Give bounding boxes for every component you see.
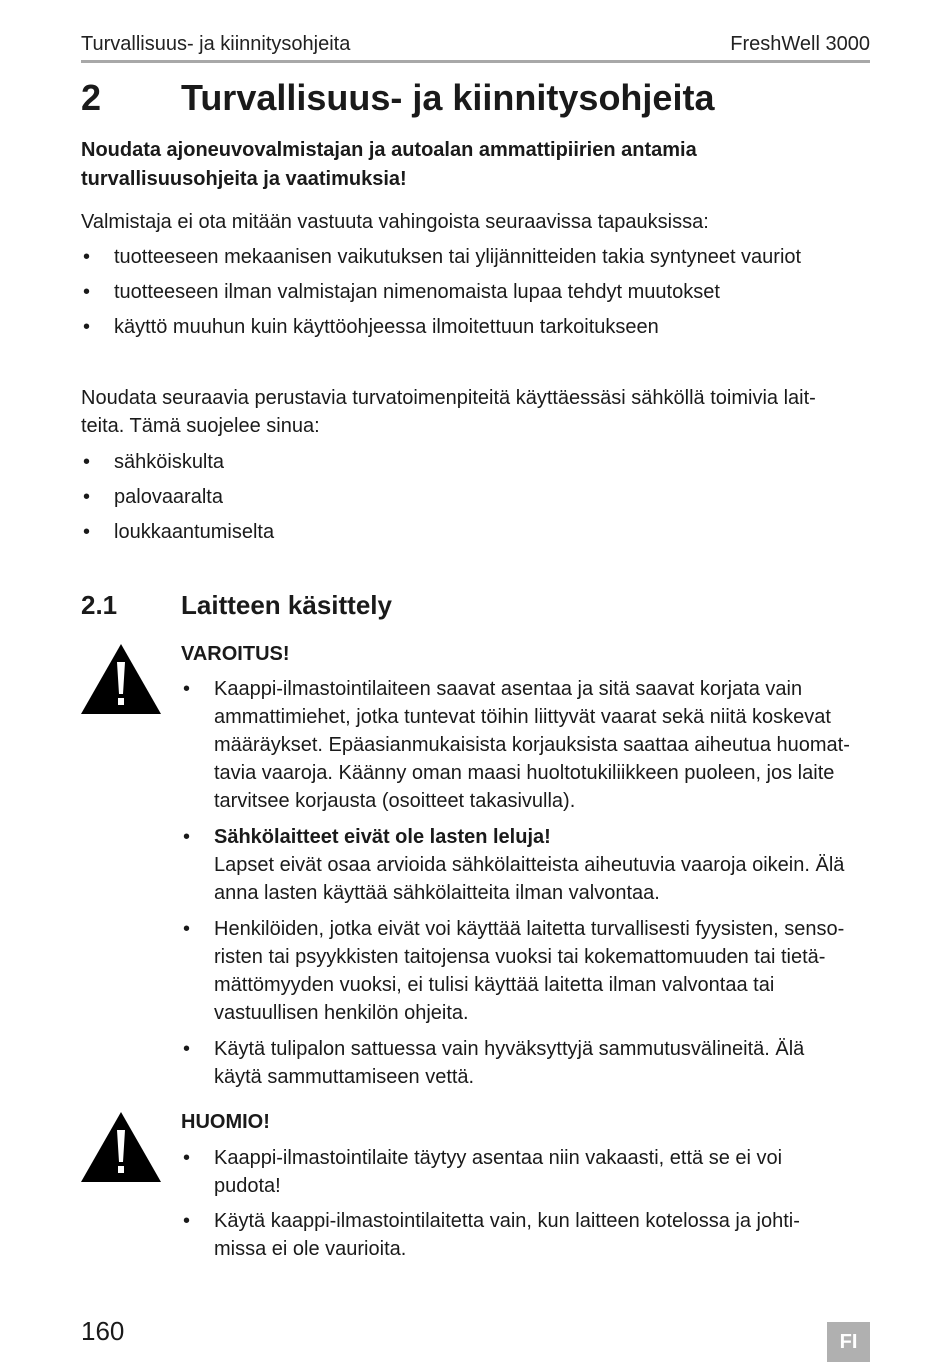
notice-item-text: Käytä kaappi-ilmastointilaitetta vain, kun laitteen kotelossa ja johti- bbox=[214, 1210, 800, 1232]
bullet-icon: • bbox=[183, 1038, 191, 1060]
notice-item-text: Kaappi-ilmastointilaite täytyy asentaa niin vakaasti, että se ei voi bbox=[214, 1147, 783, 1169]
warning-item-text: ammattimiehet, jotka tuntevat töihin liittyvät vaarat sekä niitä koskevat bbox=[214, 706, 831, 728]
list-item: tuotteeseen mekaanisen vaikutuksen tai ylijännitteiden takia syntyneet vauriot bbox=[114, 246, 802, 268]
bullet-icon: • bbox=[83, 521, 91, 543]
notice-item-text: pudota! bbox=[214, 1175, 281, 1197]
warning-label: VAROITUS! bbox=[181, 643, 290, 665]
list-item: käyttö muuhun kuin käyttöohjeessa ilmoitettuun tarkoitukseen bbox=[114, 316, 659, 338]
list-item: sähköiskulta bbox=[114, 451, 225, 473]
language-tab: FI bbox=[827, 1322, 870, 1362]
bullet-icon: • bbox=[83, 281, 91, 303]
bullet-icon: • bbox=[83, 451, 91, 473]
bullet-icon: • bbox=[183, 918, 191, 940]
notice-label: HUOMIO! bbox=[181, 1111, 270, 1133]
header-rule bbox=[81, 60, 870, 63]
warning-item-text: mättömyyden vuoksi, ei tulisi käyttää laitetta ilman valvontaa tai bbox=[214, 974, 775, 996]
warning-item-text: tarvitsee korjausta (osoitteet takasivulla). bbox=[214, 790, 576, 812]
bullet-icon: • bbox=[183, 826, 191, 848]
notice-icon bbox=[81, 1112, 161, 1182]
warning-item-text: Kaappi-ilmastointilaiteen saavat asentaa ja sitä saavat korjata vain bbox=[214, 678, 803, 700]
list-item: tuotteeseen ilman valmistajan nimenomaista lupaa tehdyt muutokset bbox=[114, 281, 720, 303]
warning-item-text: vastuullisen henkilön ohjeita. bbox=[214, 1002, 469, 1024]
chapter-title: Turvallisuus- ja kiinnitysohjeita bbox=[181, 77, 715, 118]
section-title: Laitteen käsittely bbox=[181, 590, 392, 620]
chapter-number: 2 bbox=[81, 77, 102, 118]
warning-item-text: Käytä tulipalon sattuessa vain hyväksyttyjä sammutusvälineitä. Älä bbox=[214, 1038, 805, 1060]
notice-item-text: missa ei ole vaurioita. bbox=[214, 1238, 407, 1260]
protection-paragraph: Noudata seuraavia perustavia turvatoimenpiteitä käyttäessäsi sähköllä toimivia lait- bbox=[81, 387, 816, 409]
warning-icon bbox=[81, 644, 161, 714]
warning-item-text: määräykset. Epäasianmukaisista korjauksista saattaa aiheutua huomat- bbox=[214, 734, 850, 756]
bullet-icon: • bbox=[183, 678, 191, 700]
protection-paragraph: teita. Tämä suojelee sinua: bbox=[81, 415, 320, 437]
warning-item-text: Henkilöiden, jotka eivät voi käyttää laitetta turvallisesti fyysisten, senso- bbox=[214, 918, 845, 940]
intro-emphasis: turvallisuusohjeita ja vaatimuksia! bbox=[81, 168, 407, 190]
warning-item-text: Lapset eivät osaa arvioida sähkölaitteista aiheutuvia vaaroja oikein. Älä bbox=[214, 854, 845, 876]
running-header-product: FreshWell 3000 bbox=[730, 33, 870, 55]
warning-item-text: anna lasten käyttää sähkölaitteita ilman valvontaa. bbox=[214, 882, 660, 904]
bullet-icon: • bbox=[183, 1210, 191, 1232]
intro-lead: Valmistaja ei ota mitään vastuuta vahingoista seuraavissa tapauksissa: bbox=[81, 211, 709, 233]
bullet-icon: • bbox=[83, 486, 91, 508]
warning-item-text: tavia vaaroja. Käänny oman maasi huoltotukiliikkeen puoleen, jos laite bbox=[214, 762, 835, 784]
bullet-icon: • bbox=[83, 246, 91, 268]
bullet-icon: • bbox=[183, 1147, 191, 1169]
warning-item-text: risten tai psyykkisten taitojensa vuoksi tai kokemattomuuden tai tietä- bbox=[214, 946, 826, 968]
running-header-title: Turvallisuus- ja kiinnitysohjeita bbox=[81, 33, 351, 55]
section-number: 2.1 bbox=[81, 590, 118, 620]
warning-item-text: käytä sammuttamiseen vettä. bbox=[214, 1066, 475, 1088]
intro-emphasis: Noudata ajoneuvovalmistajan ja autoalan ammattipiirien antamia bbox=[81, 139, 697, 161]
page-number: 160 bbox=[81, 1316, 125, 1346]
list-item: loukkaantumiselta bbox=[114, 521, 275, 543]
list-item: palovaaralta bbox=[114, 486, 223, 508]
warning-item-heading: Sähkölaitteet eivät ole lasten leluja! bbox=[214, 826, 551, 848]
bullet-icon: • bbox=[83, 316, 91, 338]
